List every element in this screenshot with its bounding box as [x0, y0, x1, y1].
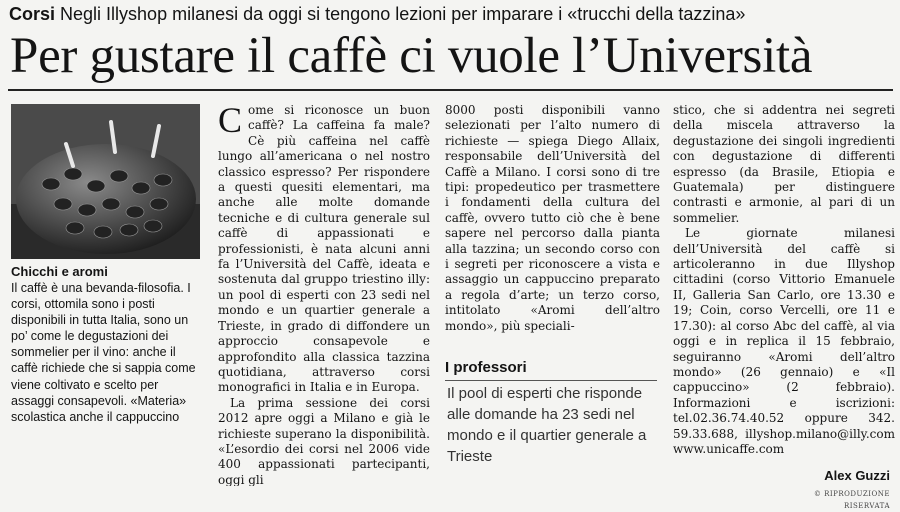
paragraph: stico, che si addentra nei segreti della miscela attraverso la degustazione dei singoli ingredienti con degustazione di differenti espresso (da Brasile, Etiopia e Guatemala) per distinguere contrasti e armonie, al pari di un sommelier.: [673, 103, 895, 225]
paragraph: La prima sessione dei corsi 2012 apre oggi a Milano e già le richieste superano la disponibilità. «L’esordio dei corsi nel 2006 vide 400 appassionati partecipanti, oggi gli: [218, 395, 430, 486]
article-column-1: [218, 103, 430, 486]
paragraph: 8000 posti disponibili vanno selezionati per l’alto numero di richieste — spiega Diego Allaix, responsabile dell’Università del Caffè a Milano. I corsi sono di tre tipi: propedeutico per trasmettere i fondamenti della cultura del caffè, ovvero tutto ciò che è bene sapere nel percorso dalla pianta alla tazzina; un secondo corso con i segreti per riconoscere a vista e assaggio un cappuccino preparato a regola d’arte; un terzo corso, intitolato «Aromi dell’altro mondo», più speciali-: [445, 103, 660, 333]
sidebar-title: Chicchi e aromi: [11, 264, 108, 279]
box-rule: [445, 380, 657, 381]
article-column-2: [445, 103, 660, 349]
kicker-text: Negli Illyshop milanesi da oggi si tengono lezioni per imparare i «trucchi della tazzina»: [60, 4, 746, 24]
box-title: I professori: [445, 359, 527, 376]
kicker: [9, 3, 894, 25]
coffee-photo: [11, 104, 200, 259]
box-text: Il pool di esperti che risponde alle domande ha 23 sedi nel mondo e il quartier generale a Trieste: [447, 385, 647, 465]
headline: Per gustare il caffè ci vuole l’Università: [10, 28, 813, 84]
paragraph: ome si riconosce un buon caffè? La caffeina fa male? Cè più caffeina nel caffè lungo all’americana o nel nostro classico espresso? Per rispondere a questi quesiti elementari, ma anche alle molte domande tecniche e di cultura generale sul caffè di appassionati e professionisti, è nata alcuni anni fa l’Università del Caffè, ideata e sostenuta dal gruppo triestino illy: un pool di esperti con 23 sedi nel mondo e un quartier generale a Trieste, in grado di diffondere un approccio consapevole e approfondito alla classica tazzina quotidiana, attraverso corsi monografici in Italia e in Europa.: [218, 103, 430, 395]
article-column-3: [673, 103, 895, 463]
section-tag: Corsi: [9, 4, 56, 24]
byline: Alex Guzzi: [824, 468, 890, 483]
drop-cap: C: [218, 103, 243, 140]
sidebar-text: Il caffè è una bevanda-filosofia. I corsi, ottomila sono i posti disponibili in tutta Italia, sono un po’ come le degustazioni dei sommelier per il vino: anche il caffè richiede che si sappia come viene coltivato e scelto per assaggi consapevoli. «Materia» scolastica anche il cappuccino: [11, 281, 196, 424]
copyright-mark: © RIPRODUZIONE RISERVATA: [813, 490, 890, 510]
coffee-beans-image: [11, 104, 200, 259]
headline-rule: [8, 89, 893, 91]
paragraph: Le giornate milanesi dell’Università del caffè si articoleranno in due Illyshop cittadini (corso Vittorio Emanuele II, Galleria San Carlo, ore 13.30 e 19; Coin, corso Vercelli, ore 11 e 17.30): al corso Abc del caffè, al via oggi e in replica il 15 febbraio, seguiranno «Aromi dell’altro mondo» (26 gennaio) e «Il cappuccino» (2 febbraio). Informazioni e iscrizioni: tel.02.36.74.40.52 oppure 342. 59.33.688, illyshop.milano@illy.com www.unicaffe.com: [673, 226, 895, 456]
